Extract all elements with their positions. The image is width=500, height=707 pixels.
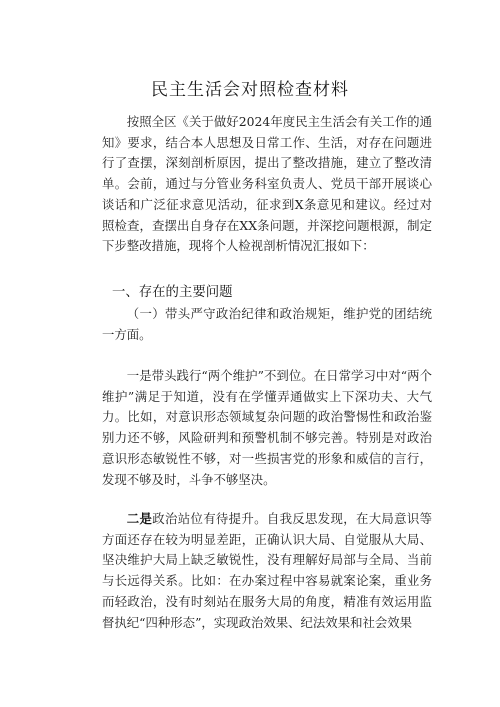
point-two-body: 政治站位有待提升。自我反思发现，在大局意识等方面还存在较为明显差距，正确认识大局、自觉服从大局、坚决维护大局上缺乏敏锐性，没有理解好局部与全局、当前与长远得关系。比如：在办案过程中容易就案论案，重业务而轻政治，没有时刻站在服务大局的角度，精准有效运用监督执纪“四种形态”，实现政治效果、纪法效果和社会效果 bbox=[102, 511, 433, 630]
document-title: 民主生活会对照检查材料 bbox=[151, 80, 349, 100]
subsection-heading-political-discipline: （一）带头严守政治纪律和政治规矩，维护党的团结统一方面。 bbox=[102, 306, 432, 342]
section-heading-main-problems: 一、存在的主要问题 bbox=[112, 285, 233, 300]
point-two-lead: 二是 bbox=[126, 511, 153, 526]
point-one-paragraph: 一是带头践行“两个维护”不到位。在日常学习中对“两个维护”满足于知道，没有在学懂弄通做实上下深功夫、大气力。比如，对意识形态领域复杂问题的政治警惕性和政治鉴别力还不够，风险研判和预警机制不够完善。特别是对政治意识形态敏锐性不够，对一些损害党的形象和威信的言行，发现不够及时，斗争不够坚决。 bbox=[102, 368, 432, 487]
intro-paragraph: 按照全区《关于做好2024年度民主生活会有关工作的通知》要求，结合本人思想及日常工作、生活，对存在问题进行了查摆，深刻剖析原因，提出了整改措施，建立了整改清单。会前，通过与分管业务科室负责人、党员干部开展谈心谈话和广泛征求意见活动，征求到X条意见和建议。经过对照检查，查摆出自身存在XX条问题，并深挖问题根源，制定下步整改措施，现将个人检视剖析情况汇报如下： bbox=[102, 114, 432, 254]
point-two-paragraph bbox=[102, 509, 432, 633]
